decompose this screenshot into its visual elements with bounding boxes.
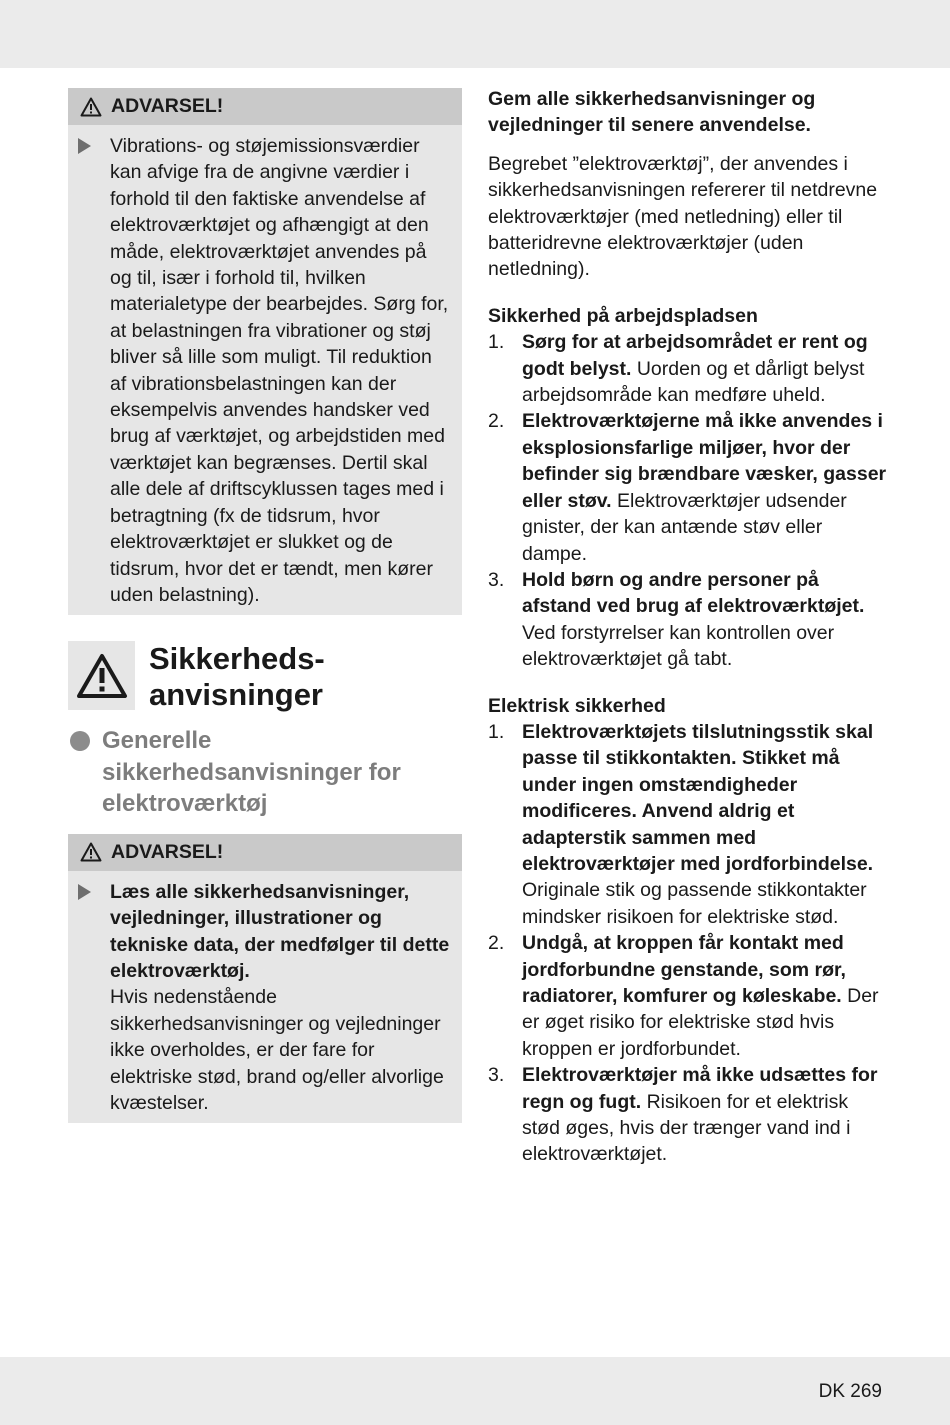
left-column — [68, 88, 462, 1123]
electrical-item — [488, 719, 888, 930]
item-number: 3. — [488, 568, 505, 591]
item-regular-text: Originale stik og passende stikkontakter mindsker risikoen for elektriske stød. — [522, 879, 867, 928]
warning-icon — [80, 97, 102, 117]
electrical-item — [488, 1062, 888, 1168]
section-warning-icon-box — [68, 641, 135, 710]
top-band — [0, 0, 950, 68]
section-title-line2: anvisninger — [149, 677, 323, 713]
subsection-title — [102, 725, 401, 820]
warning-body — [68, 871, 462, 1124]
triangle-bullet-icon — [78, 884, 91, 900]
warning-body — [68, 125, 462, 615]
item-bold-text: Elektroværktøjer må ikke udsættes for regn og fugt. — [522, 1064, 878, 1113]
item-text — [522, 719, 888, 930]
section-title — [149, 641, 325, 713]
warning-title: ADVARSEL! — [111, 840, 224, 863]
item-number: 3. — [488, 1064, 505, 1087]
item-regular-text: Der er øget risiko for elektriske stød hvis kroppen er jordforbundet. — [522, 985, 879, 1060]
warning-text: Vibrations- og støjemissionsværdier kan afvige fra de angivne værdier i forhold til den faktiske anvendelse af elektroværktøjet og afhængigt at den måde, elektroværktøjet anvendes på og til, især i forhold til, hvilken materialetype der bearbejdes. Sørg for, at belastningen fra vibrationer og støj bliver så lille som muligt. Til reduktion af vibrationsbelastningen kan der eksempelvis anvendes handsker ved brug af værktøjet, og arbejdstiden med værktøjet kan begrænses. Dertil skal alle dele af driftscyklussen tages med i betragtning (fx de tidsrum, hvor elektroværktøjet er slukket og de tidsrum, hvor det er tændt, men kører uden belastning). — [110, 135, 449, 606]
warning-icon — [80, 842, 102, 862]
warning-title: ADVARSEL! — [111, 95, 224, 117]
warning-header — [68, 834, 462, 871]
circle-bullet-icon — [70, 731, 90, 751]
warning-text — [110, 879, 450, 1117]
electrical-item — [488, 930, 888, 1062]
item-regular-text: Uorden og et dårligt belyst arbejdsområde kan medføre uheld. — [522, 357, 865, 407]
item-bold-text: Undgå, at kroppen får kontakt med jordforbundne genstande, som rør, radiatorer, komfurer og køleskabe. — [522, 932, 846, 1007]
intro-bold: Gem alle sikkerhedsanvisninger og vejledninger til senere anvendelse. — [488, 88, 816, 137]
item-regular-text: Elektroværktøjer udsender gnister, der kan antænde støv eller dampe. — [522, 489, 847, 565]
warning-box-vibration — [68, 88, 462, 615]
section-heading — [68, 641, 462, 713]
warning-regular-text: Hvis nedenstående sikkerhedsanvisninger og vejledninger ikke overholdes, er der fare for elektriske stød, brand og/eller alvorlige kvæstelser. — [110, 986, 444, 1115]
item-bold-text: Elektroværktøjerne må ikke anvendes i eksplosionsfarlige miljøer, hvor der befinder sig brændbare væsker, gasser eller støv. — [522, 410, 887, 512]
item-bold-text: Sørg for at arbejdsområdet er rent og godt belyst. — [522, 331, 868, 380]
item-bold-text: Hold børn og andre personer på afstand ved brug af elektroværktøjet. — [522, 568, 865, 618]
right-column — [488, 86, 888, 1168]
subsection-title-line3: elektroværktøj — [102, 790, 268, 818]
item-number: 1. — [488, 720, 505, 743]
workplace-list — [488, 329, 888, 672]
item-bold-text: Elektroværktøjets tilslutningsstik skal passe til stikkontakten. Stikket må under ingen omstændigheder modificeres. Anvend aldrig et adapterstik sammen med elektroværktøjer med jordforbindelse. — [522, 720, 874, 875]
workplace-item — [488, 408, 888, 566]
warning-header — [68, 88, 462, 125]
item-number: 2. — [488, 410, 505, 433]
warning-icon — [76, 653, 128, 699]
workplace-heading: Sikkerhed på arbejdspladsen — [488, 304, 758, 327]
electrical-heading: Elektrisk sikkerhed — [488, 694, 666, 717]
intro-text: Begrebet ”elektroværktøj”, der anvendes i sikkerhedsanvisningen refererer til netdrevne elektroværktøjer (med netledning) eller til batteridrevne elektroværktøjer (uden netledning). — [488, 152, 878, 281]
item-text — [522, 1062, 888, 1168]
warning-box-read-instructions — [68, 834, 462, 1124]
subsection-title-line2: sikkerhedsanvisninger for — [102, 758, 401, 786]
subsection-heading — [68, 725, 462, 820]
subsection-title-line1: Generelle — [102, 727, 212, 755]
page-number: DK 269 — [818, 1381, 882, 1402]
item-text — [522, 567, 888, 673]
item-text — [522, 408, 888, 566]
item-regular-text: Ved forstyrrelser kan kontrollen over elektroværktøjet gå tabt. — [522, 621, 835, 671]
bottom-band — [0, 1357, 950, 1425]
warning-bold-text: Læs alle sikkerhedsanvisninger, vejledninger, illustrationer og tekniske data, der medfølger til dette elektroværktøj. — [110, 880, 450, 983]
item-number: 2. — [488, 932, 505, 955]
workplace-item — [488, 329, 888, 408]
item-text — [522, 329, 888, 408]
item-text — [522, 930, 888, 1062]
workplace-item — [488, 567, 888, 673]
triangle-bullet-icon — [78, 138, 91, 154]
item-regular-text: Risikoen for et elektrisk stød øges, hvis der trænger vand ind i elektroværktøjet. — [522, 1090, 851, 1166]
item-number: 1. — [488, 331, 505, 354]
section-title-line1: Sikkerheds- — [149, 641, 325, 677]
electrical-list — [488, 719, 888, 1168]
